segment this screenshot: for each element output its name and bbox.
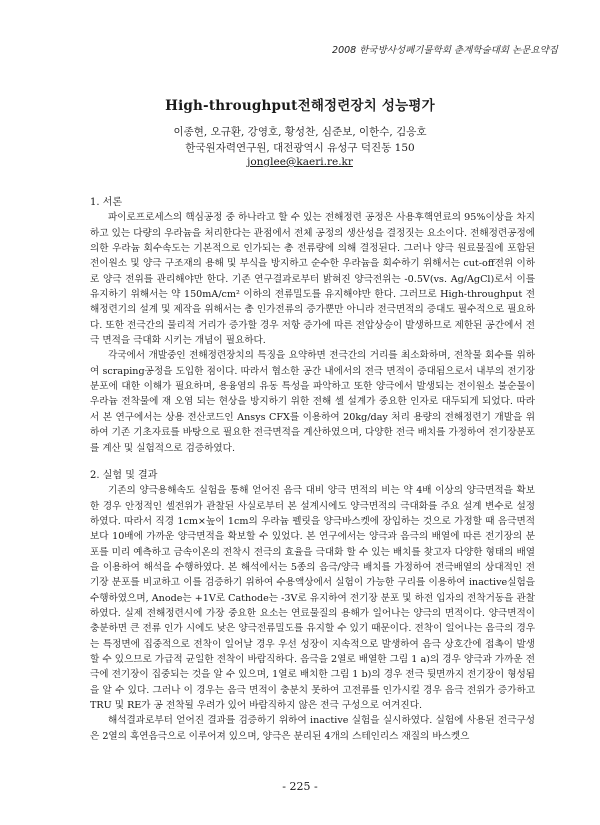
intro-paragraph-2: 각국에서 개발중인 전해정련장치의 특징을 요약하면 전극간의 거리를 최소화하며, 전착물 회수를 위하여 scraping공정을 도입한 점이다. 따라서 협소한 공간 내에서의 전극 면적이 증대됨으로서 내부의 전기장 분포에 대한 이해가 필요하며, 용융염의 유동 특성을 파악하고 또한 양극에서 발생되는 전이원소 불순물이 우라늄 전착물에 재 오염 되는 현상을 방지하기 위한 전해 셀 설계가 중요한 인자로 대두되게 되었다. 따라서 본 연구에서는 상용 전산코드인 Ansys CFX를 이용하여 20kg/day 처리 용량의 전해정련기 개발을 위하여 기존 기초자료를 바탕으로 필요한 전극면적을 계산하였으며, 다양한 전극 배치를 가정하여 전기장분포를 계산 및 실험적으로 검증하였다. <box>90 350 535 454</box>
intro-paragraph-1: 파이로프로세스의 핵심공정 중 하나라고 할 수 있는 전해정련 공정은 사용후핵연료의 95%이상을 차지하고 있는 다량의 우라늄을 처리한다는 관점에서 전체 공정의 생산성을 결정짓는 요소이다. 전해정련공정에 의한 우라늄 회수속도는 기본적으로 인가되는 총 전류량에 의해 결정된다. 그러나 양극 원료물질에 포함된 전이원소 및 양극 구조재의 용해 및 부식을 방지하고 순수한 우라늄을 회수하기 위해서는 cut-off전위 이하로 양극 전위를 관리해야만 한다. 기존 연구결과로부터 밝혀진 양극전위는 -0.5V(vs. Ag/AgCl)로서 이를 유지하기 위해서는 약 150mA/cm² 이하의 전류밀도를 유지해야만 한다. 그러므로 High-throughput 전해정련기의 설계 및 제작을 위해서는 총 인가전류의 증가뿐만 아니라 전극면적의 증대도 필수적으로 필요하다. 또한 전극간의 물리적 거리가 증가할 경우 저항 증가에 따른 전압상승이 발생하므로 제한된 공간에서 전극 면적을 극대화 시키는 개념이 필요하다. <box>90 212 535 347</box>
paper-body <box>90 195 535 744</box>
page-number: - 225 - <box>282 780 318 793</box>
author-email: jonglee@kaeri.re.kr <box>247 156 353 168</box>
author-list: 이종현, 오규환, 강영호, 황성찬, 심준보, 이한수, 김응호 <box>173 126 427 138</box>
section-gap <box>90 456 535 468</box>
affiliation: 한국원자력연구원, 대전광역시 유성구 덕진동 150 <box>185 142 415 154</box>
running-header: 2008 한국방사성폐기물학회 춘계학술대회 논문요약집 <box>332 45 558 56</box>
paper-title: High-throughput전해정련장치 성능평가 <box>165 98 435 114</box>
section-heading-experiment: 2. 실험 및 결과 <box>90 469 158 481</box>
experiment-paragraph-1: 기존의 양극용해속도 실험을 통해 얻어진 음극 대비 양극 면적의 비는 약 4배 이상의 양극면적을 확보한 경우 안정적인 셀전위가 관찰된 사실로부터 본 설계시에도 양극면적의 극대화를 주요 설계 변수로 설정하였다. 따라서 직경 1cm×높이 1cm의 우라늄 펠릿을 양극바스켓에 장입하는 것으로 가정할 때 음극면적보다 10배에 가까운 양극면적을 확보할 수 있었다. 본 연구에서는 양극과 음극의 배열에 따른 전기장의 분포를 미리 예측하고 금속이온의 전착시 전극의 효율을 극대화 할 수 있는 배치를 찾고자 다양한 형태의 배열을 이용하여 해석을 수행하였다. 본 해석에서는 5종의 음극/양극 배치를 가정하여 전극배열의 상대적인 전기장 분포를 비교하고 이를 검증하기 위하여 수용액상에서 실험이 가능한 구리를 이용하여 inactive실험을 수행하였으며, Anode는 +1V로 Cathode는 -3V로 유지하여 전기장 분포 및 하전 입자의 전착거동을 관찰하였다. 실제 전해정련시에 가장 중요한 요소는 연료물질의 용해가 일어나는 양극의 면적이다. 양극면적이 충분하면 큰 전류 인가 시에도 낮은 양극전류밀도를 유지할 수 있기 때문이다. 전착이 일어나는 음극의 경우는 특정면에 집중적으로 전착이 일어날 경우 우선 성장이 지속적으로 발생하여 음극 상호간에 접촉이 발생할 수 있으므로 가급적 균일한 전착이 바람직하다. 음극을 2열로 배열한 그림 1 a)의 경우 양극과 가까운 전극에 전기장이 집중되는 것을 알 수 있으며, 1열로 배치한 그림 1 b)의 경우 전극 뒷면까지 전기장이 형성됨을 알 수 있다. 그러나 이 경우는 음극 면적이 충분치 못하여 고전류를 인가시킬 경우 음극 전위가 증가하고 TRU 및 RE가 공 전착될 우려가 있어 바람직하지 않은 전극 구성으로 여겨진다. <box>90 485 535 711</box>
section-heading-introduction: 1. 서론 <box>90 197 123 208</box>
experiment-paragraph-2: 해석결과로부터 얻어진 결과를 검증하기 위하여 inactive 실험을 실시하였다. 실험에 사용된 전극구성은 2열의 흑연음극으로 이루어져 있으며, 양극은 분리된 4개의 스테인리스 재질의 바스켓으 <box>90 715 535 742</box>
